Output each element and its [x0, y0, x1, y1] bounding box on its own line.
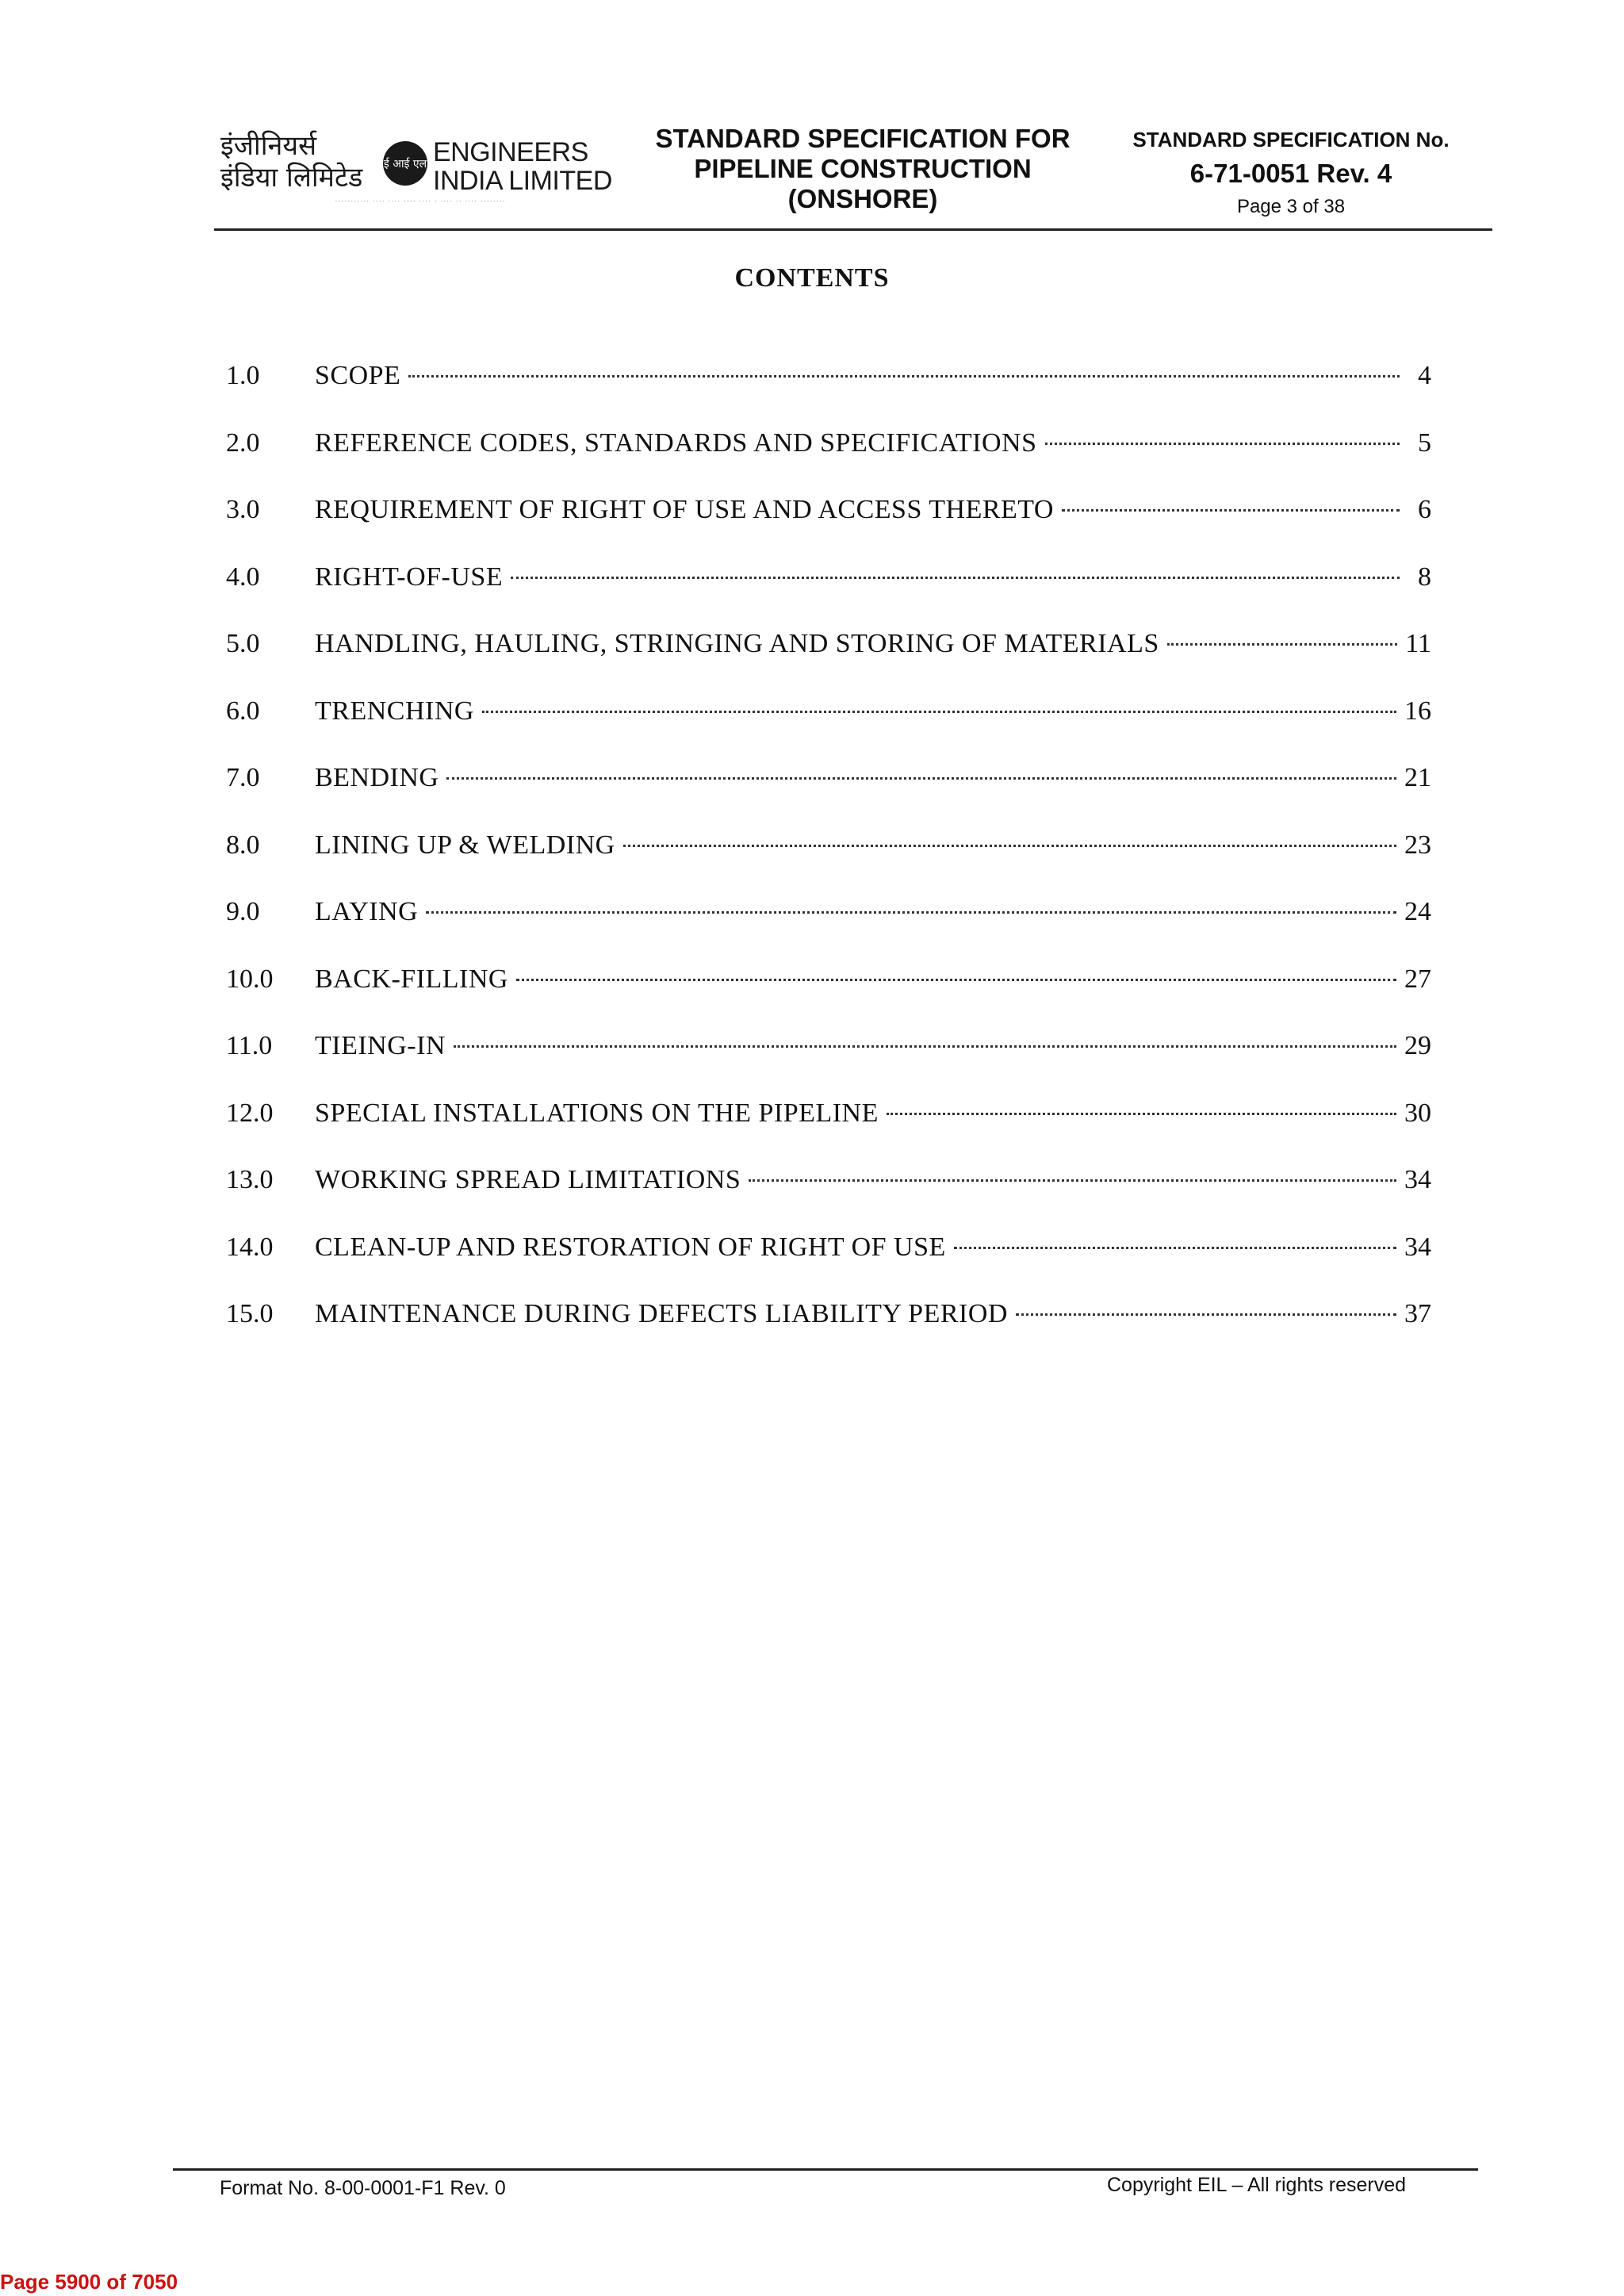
toc-entry-title: RIGHT-OF-USE — [315, 562, 504, 592]
toc-entry-line — [315, 1297, 1431, 1332]
document-header — [214, 121, 1492, 230]
toc-entry-line — [315, 761, 1431, 795]
toc-leader-dots — [426, 911, 1396, 914]
toc-entry-page: 5 — [1418, 427, 1431, 458]
toc-entry-line — [315, 694, 1431, 729]
spec-number: 6-71-0051 Rev. 4 — [1189, 159, 1392, 188]
toc-entry[interactable] — [226, 828, 1431, 895]
toc-entry-number: 5.0 — [226, 629, 260, 658]
format-number: Format No. 8-00-0001-F1 Rev. 0 — [220, 2177, 506, 2199]
toc-entry-title: REFERENCE CODES, STANDARDS AND SPECIFICATIONS — [315, 427, 1037, 458]
copyright-notice: Copyright EIL – All rights reserved — [1107, 2174, 1407, 2196]
logo-english-line2: INDIA LIMITED — [433, 166, 612, 196]
toc-leader-dots — [623, 845, 1396, 847]
toc-entry[interactable] — [226, 1096, 1431, 1163]
toc-leader-dots — [454, 1045, 1396, 1048]
header-divider — [214, 228, 1492, 231]
toc-entry-title: TRENCHING — [315, 696, 474, 726]
toc-entry-line — [315, 962, 1431, 997]
toc-entry[interactable] — [226, 694, 1431, 761]
toc-entry-number: 15.0 — [226, 1299, 274, 1328]
toc-leader-dots — [446, 777, 1396, 780]
spec-label: STANDARD SPECIFICATION No. — [1132, 128, 1450, 151]
toc-leader-dots — [1016, 1313, 1396, 1316]
toc-entry-line — [315, 493, 1431, 527]
toc-entry[interactable] — [226, 761, 1431, 828]
toc-leader-dots — [516, 979, 1396, 981]
toc-entry-number: 3.0 — [226, 495, 260, 524]
toc-leader-dots — [749, 1179, 1396, 1182]
logo-hindi-text — [220, 130, 362, 194]
toc-entry-title: TIEING-IN — [315, 1031, 446, 1060]
toc-entry-title: SCOPE — [315, 361, 401, 390]
toc-entry-page: 6 — [1418, 495, 1431, 524]
toc-entry[interactable] — [226, 627, 1431, 694]
company-logo — [214, 127, 626, 214]
toc-entry-title: WORKING SPREAD LIMITATIONS — [315, 1165, 741, 1194]
toc-entry-line — [315, 560, 1431, 595]
toc-entry-title: BENDING — [315, 763, 439, 792]
toc-entry[interactable] — [226, 426, 1431, 493]
document-title — [649, 124, 1077, 214]
toc-entry-number: 7.0 — [226, 763, 260, 792]
toc-leader-dots — [1167, 643, 1398, 646]
toc-entry-page: 29 — [1404, 1031, 1431, 1060]
logo-tagline: ··········· ···· ···· ···· ···· · ···· ·· ···· ········ — [335, 197, 506, 205]
toc-entry-page: 34 — [1404, 1165, 1431, 1194]
toc-entry[interactable] — [226, 358, 1431, 426]
toc-entry-page: 4 — [1418, 361, 1431, 390]
spec-number-block — [1093, 125, 1489, 220]
toc-entry-number: 14.0 — [226, 1232, 274, 1262]
logo-hindi-line2: इंडिया लिमिटेड — [220, 162, 363, 194]
toc-entry-title: LAYING — [315, 897, 419, 926]
toc-entry[interactable] — [226, 1029, 1431, 1096]
title-line-3: (ONSHORE) — [787, 184, 938, 213]
toc-entry-page: 21 — [1404, 763, 1431, 792]
toc-entry-page: 24 — [1404, 897, 1431, 926]
toc-entry[interactable] — [226, 1163, 1431, 1230]
toc-entry[interactable] — [226, 560, 1431, 627]
toc-entry-page: 37 — [1404, 1299, 1431, 1328]
toc-entry-line — [315, 627, 1431, 661]
toc-entry-page: 30 — [1404, 1098, 1431, 1128]
toc-entry-line — [315, 1163, 1431, 1198]
toc-entry-line — [315, 1096, 1431, 1131]
toc-entry-number: 2.0 — [226, 427, 260, 458]
contents-heading: CONTENTS — [734, 263, 890, 293]
table-of-contents — [226, 358, 1431, 1364]
toc-leader-dots — [887, 1113, 1396, 1115]
toc-entry-number: 12.0 — [226, 1098, 274, 1128]
toc-entry-title: REQUIREMENT OF RIGHT OF USE AND ACCESS THERETO — [315, 495, 1054, 524]
toc-entry-page: 27 — [1404, 964, 1431, 994]
logo-hindi-line1: इंजीनियर्स — [220, 130, 317, 162]
toc-leader-dots — [408, 375, 1400, 378]
toc-entry-line — [315, 426, 1431, 461]
toc-entry-line — [315, 358, 1431, 393]
page-stamp: Page 5900 of 7050 — [0, 2270, 178, 2294]
logo-emblem-icon: ई आई एल — [383, 141, 427, 186]
toc-entry-title: SPECIAL INSTALLATIONS ON THE PIPELINE — [315, 1098, 879, 1128]
toc-leader-dots — [1045, 443, 1400, 445]
toc-entry-page: 11 — [1405, 629, 1431, 658]
toc-entry-number: 6.0 — [226, 696, 260, 726]
toc-entry-page: 8 — [1418, 562, 1431, 592]
logo-english-line1: ENGINEERS — [433, 137, 588, 167]
toc-entry-title: MAINTENANCE DURING DEFECTS LIABILITY PERIOD — [315, 1299, 1008, 1328]
toc-entry-title: LINING UP & WELDING — [315, 830, 615, 860]
toc-entry[interactable] — [226, 1230, 1431, 1297]
toc-entry-page: 23 — [1404, 830, 1431, 860]
toc-entry-number: 1.0 — [226, 361, 260, 390]
toc-entry[interactable] — [226, 1297, 1431, 1364]
toc-entry-page: 16 — [1404, 696, 1431, 726]
toc-entry-title: CLEAN-UP AND RESTORATION OF RIGHT OF USE — [315, 1232, 946, 1262]
toc-entry-title: BACK-FILLING — [315, 964, 508, 994]
title-line-2: PIPELINE CONSTRUCTION — [694, 154, 1032, 183]
toc-entry-number: 9.0 — [226, 897, 260, 926]
toc-entry[interactable] — [226, 895, 1431, 962]
toc-entry-line — [315, 828, 1431, 863]
toc-entry-line — [315, 1029, 1431, 1064]
toc-entry-page: 34 — [1404, 1232, 1431, 1262]
toc-entry[interactable] — [226, 493, 1431, 560]
toc-entry[interactable] — [226, 962, 1431, 1029]
toc-entry-line — [315, 895, 1431, 930]
toc-entry-number: 8.0 — [226, 830, 260, 860]
toc-leader-dots — [1062, 509, 1400, 512]
toc-leader-dots — [482, 711, 1396, 713]
toc-entry-line — [315, 1230, 1431, 1265]
toc-entry-number: 13.0 — [226, 1165, 274, 1194]
toc-entry-number: 11.0 — [226, 1031, 273, 1060]
title-line-1: STANDARD SPECIFICATION FOR — [655, 124, 1071, 153]
toc-entry-number: 4.0 — [226, 562, 260, 592]
toc-leader-dots — [954, 1247, 1396, 1249]
page-info: Page 3 of 38 — [1236, 196, 1346, 217]
logo-english-text — [433, 138, 612, 195]
toc-leader-dots — [511, 577, 1400, 579]
toc-entry-number: 10.0 — [226, 964, 274, 994]
toc-entry-title: HANDLING, HAULING, STRINGING AND STORING OF MATERIALS — [315, 629, 1159, 658]
footer-divider — [173, 2168, 1478, 2171]
